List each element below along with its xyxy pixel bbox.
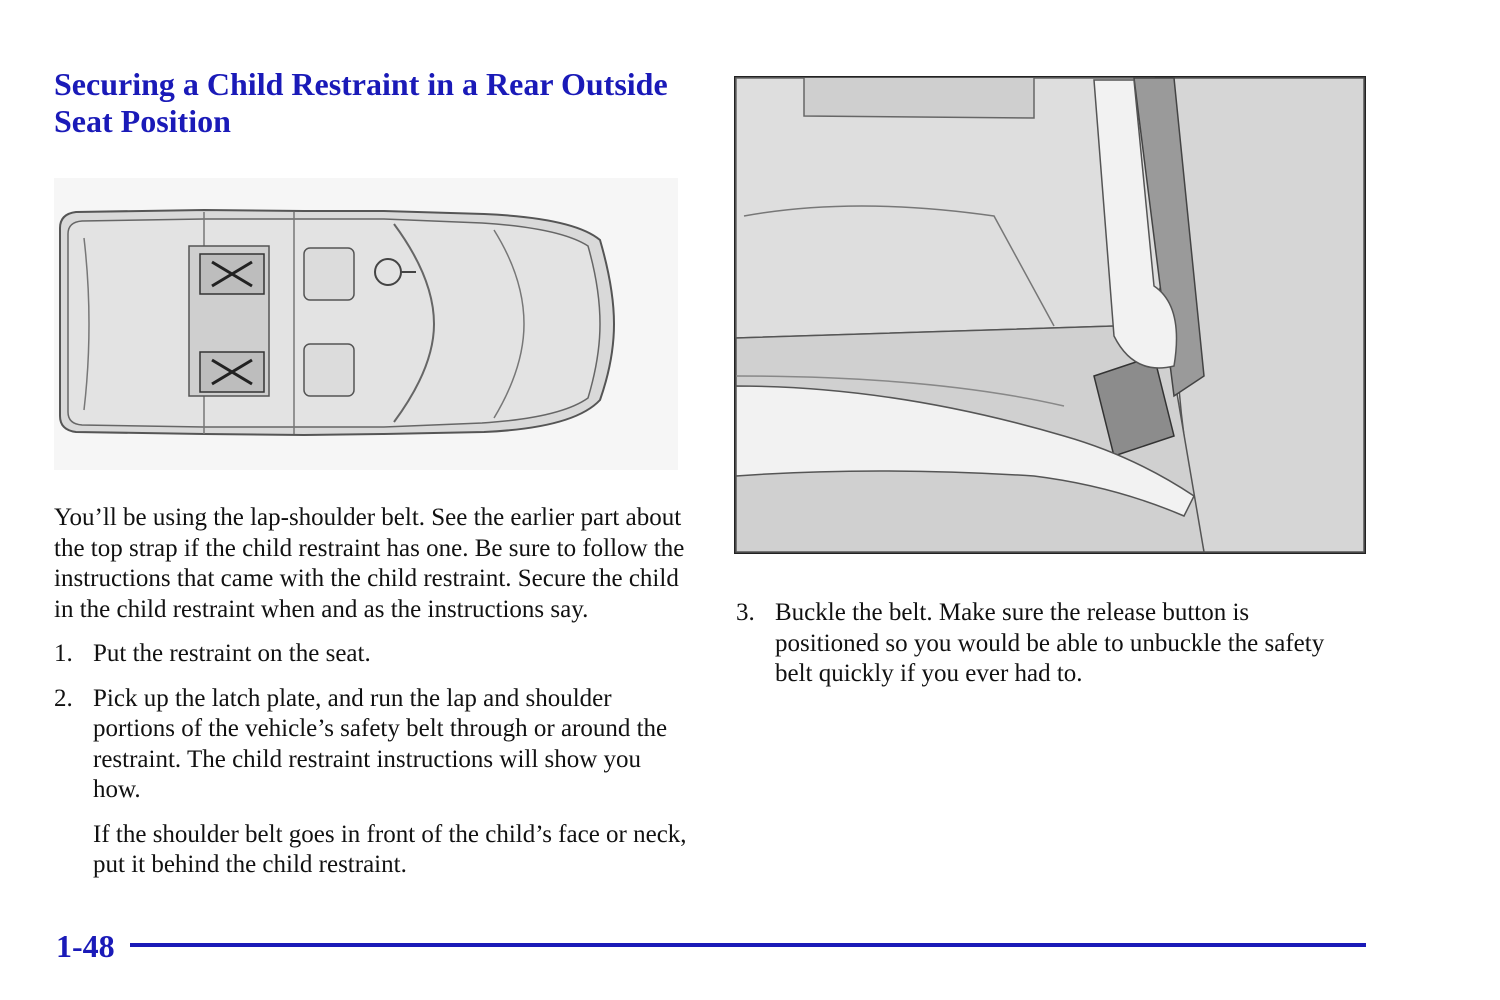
step-number: 2. — [54, 684, 73, 712]
intro-paragraph: You’ll be using the lap-shoulder belt. See the earlier part about the top strap if the child restraint has one. Be sure to follow the instructions that came with the child restraint. Secure the child in the child restraint when and as the instructions say. — [54, 504, 685, 623]
step-note: If the shoulder belt goes in front of the child’s face or neck, put it behind the child restraint. — [93, 820, 687, 878]
step-text: Put the restraint on the seat. — [93, 640, 371, 667]
list-item — [54, 639, 694, 670]
step-text: Pick up the latch plate, and run the lap and shoulder portions of the vehicle’s safety belt through or around the restraint. The child restraint instructions will show you how. — [93, 684, 668, 803]
step-text: Buckle the belt. Make sure the release button is positioned so you would be able to unbuckle the safety belt quickly if you ever had to. — [775, 599, 1325, 687]
left-column — [54, 503, 694, 881]
list-item — [736, 598, 1356, 690]
step-number: 1. — [54, 640, 73, 667]
buckling-belt-illustration — [734, 76, 1366, 554]
right-column — [736, 598, 1356, 704]
footer-rule — [130, 943, 1366, 947]
car-top-view-illustration — [54, 178, 678, 470]
page-title: Securing a Child Restraint in a Rear Outside Seat Position — [54, 66, 668, 139]
step-number: 3. — [736, 599, 755, 626]
list-item — [54, 684, 694, 806]
page-number: 1-48 — [56, 928, 115, 964]
